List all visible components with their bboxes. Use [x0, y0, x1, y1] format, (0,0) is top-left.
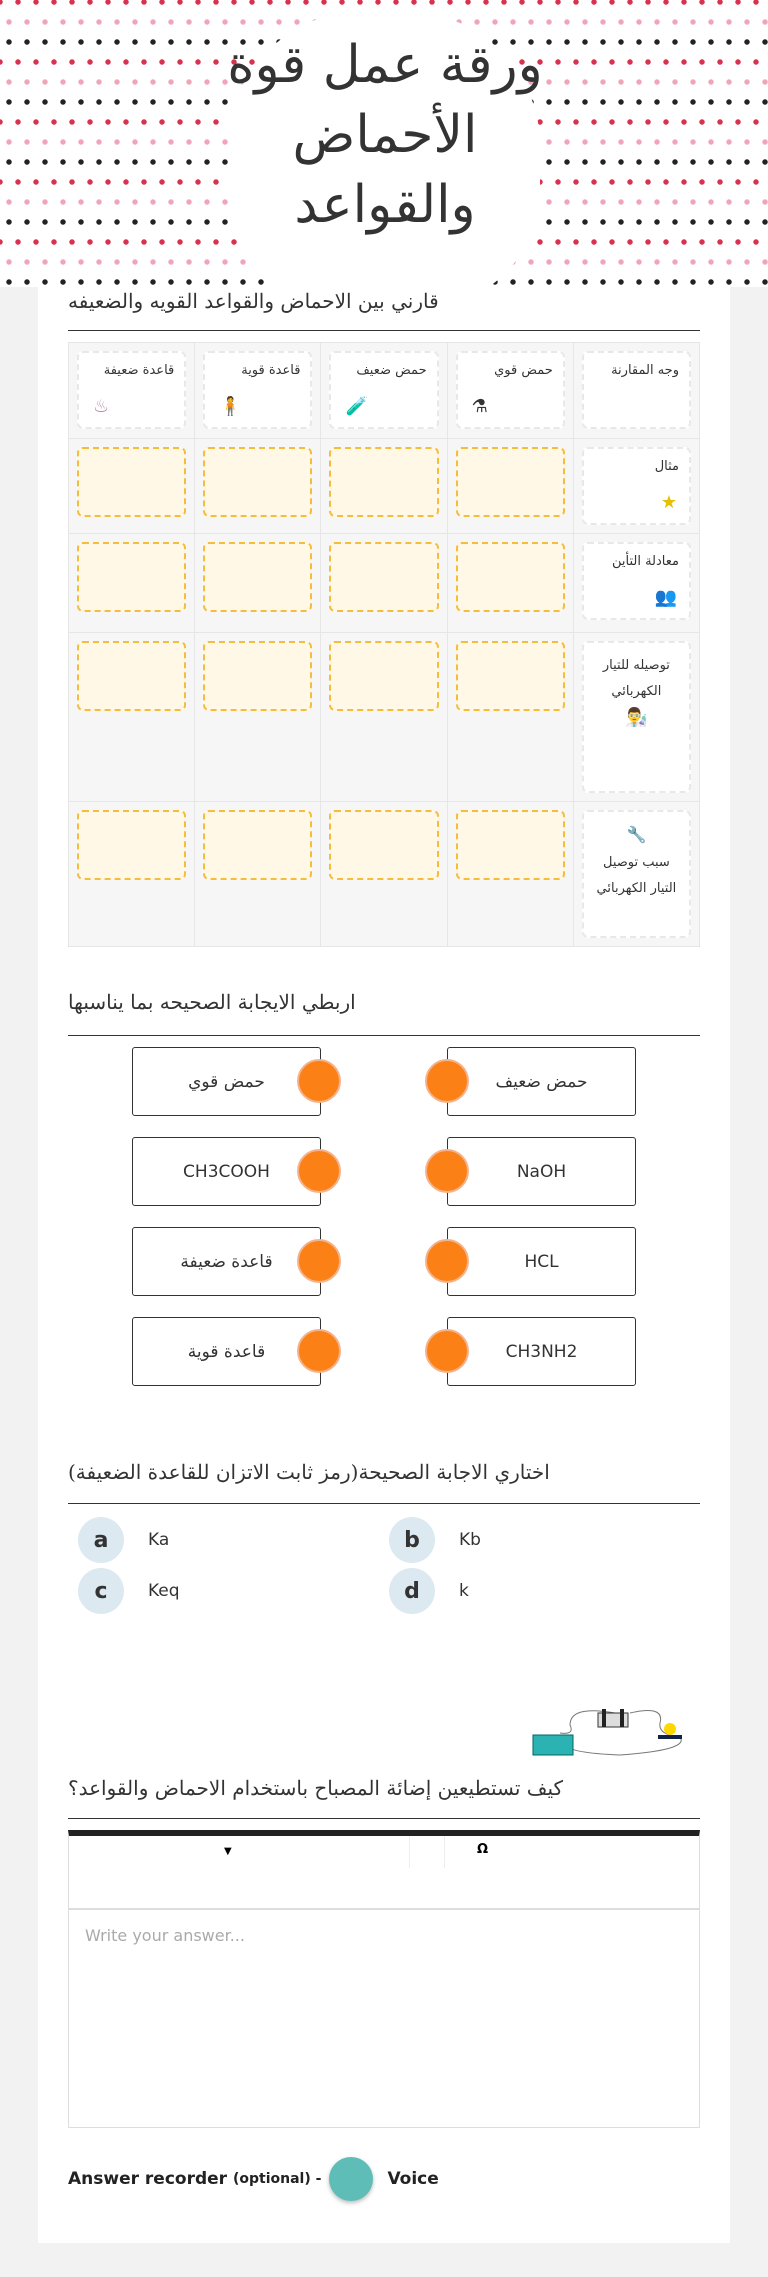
people-icon: 👥 — [654, 587, 677, 608]
section-heading — [68, 990, 700, 1014]
beaker-icon: ♨ — [93, 396, 110, 417]
connector-dot[interactable] — [425, 1149, 469, 1193]
match-text: HCL — [524, 1251, 559, 1272]
match-text: NaOH — [516, 1161, 567, 1182]
drop-zone[interactable] — [203, 810, 312, 880]
match-item-left[interactable] — [132, 1317, 321, 1386]
comparison-table — [68, 342, 700, 947]
row-header — [582, 542, 691, 620]
row-label: مثال — [654, 459, 679, 474]
drop-zone[interactable] — [329, 810, 438, 880]
option-b[interactable] — [389, 1517, 481, 1563]
flask-icon: ⚗ — [471, 396, 488, 417]
heading-text: قارني بين الاحماض والقواعد القويه والضعيفه — [68, 289, 439, 313]
column-header — [77, 351, 186, 429]
column-header — [203, 351, 312, 429]
star-icon: ★ — [660, 492, 677, 513]
test-tube-icon: 🧪 — [345, 396, 368, 417]
match-text: حمض ضعيف — [495, 1071, 588, 1092]
column-label: حمض ضعيف — [356, 363, 427, 378]
column-label: وجه المقارنة — [611, 363, 679, 378]
connector-dot[interactable] — [297, 1329, 341, 1373]
match-text: حمض قوي — [188, 1071, 265, 1092]
divider — [68, 1035, 700, 1036]
row-label: معادلة التأين — [611, 554, 679, 569]
connector-dot[interactable] — [297, 1059, 341, 1103]
row-label: سبب توصيل التيار الكهربائي — [596, 855, 677, 896]
drop-zone[interactable] — [329, 447, 438, 517]
column-header — [329, 351, 438, 429]
section-heading — [68, 1776, 700, 1800]
divider — [68, 1503, 700, 1504]
column-label: حمض قوي — [494, 363, 553, 378]
option-text: Keq — [148, 1581, 180, 1601]
toolbar-separator — [409, 1836, 410, 1868]
match-item-right[interactable] — [447, 1137, 636, 1206]
match-text: CH3COOH — [183, 1161, 270, 1182]
connector-dot[interactable] — [297, 1239, 341, 1283]
special-char-button[interactable]: Ω — [477, 1842, 489, 1857]
option-c[interactable] — [78, 1568, 180, 1614]
option-text: k — [459, 1581, 469, 1601]
match-item-left[interactable] — [132, 1047, 321, 1116]
drop-zone[interactable] — [203, 641, 312, 711]
option-d[interactable] — [389, 1568, 469, 1614]
drop-zone[interactable] — [456, 447, 565, 517]
table-row — [69, 802, 700, 947]
rich-text-editor — [68, 1830, 700, 2128]
drop-zone[interactable] — [456, 810, 565, 880]
connector-dot[interactable] — [425, 1239, 469, 1283]
record-button[interactable] — [329, 2157, 373, 2201]
drop-zone[interactable] — [456, 542, 565, 612]
worksheet-card — [38, 287, 730, 2243]
drop-zone[interactable] — [77, 542, 186, 612]
heading-text: كيف تستطيعين إضائة المصباح باستخدام الاحماض والقواعد؟ — [68, 1776, 564, 1800]
table-row — [69, 439, 700, 534]
option-text: Kb — [459, 1530, 481, 1550]
wrench-icon: 🔧 — [626, 825, 647, 844]
option-letter: d — [389, 1568, 435, 1614]
header-banner — [0, 0, 768, 287]
heading-text: اربطي الايجابة الصحيحه بما يناسبها — [68, 990, 356, 1014]
drop-zone[interactable] — [329, 641, 438, 711]
drop-zone[interactable] — [203, 447, 312, 517]
row-header — [582, 641, 691, 793]
scientist-icon: 👨‍🔬 — [625, 707, 648, 728]
circuit-diagram-image — [530, 1705, 690, 1760]
drop-zone[interactable] — [329, 542, 438, 612]
toolbar-separator — [444, 1836, 445, 1868]
divider — [68, 330, 700, 331]
drop-zone[interactable] — [203, 542, 312, 612]
drop-zone[interactable] — [77, 641, 186, 711]
section-heading — [68, 1460, 700, 1484]
figure-icon: 🧍 — [219, 396, 242, 417]
section-heading — [68, 289, 700, 313]
title-line: ورقة عمل قوة — [227, 35, 543, 95]
page-title — [200, 30, 570, 240]
table-row — [69, 534, 700, 633]
divider — [68, 1818, 700, 1819]
table-header-row — [69, 343, 700, 439]
table-row — [69, 633, 700, 802]
title-line: والقواعد — [294, 175, 476, 235]
option-a[interactable] — [78, 1517, 169, 1563]
title-line: الأحماض — [292, 105, 478, 165]
option-letter: a — [78, 1517, 124, 1563]
heading-text: اختاري الاجابة الصحيحة(رمز ثابت الاتزان للقاعدة الضعيفة) — [68, 1460, 550, 1484]
editor-toolbar — [69, 1836, 699, 1910]
row-header — [582, 447, 691, 525]
option-letter: c — [78, 1568, 124, 1614]
match-item-left[interactable] — [132, 1137, 321, 1206]
match-text: CH3NH2 — [505, 1341, 578, 1362]
recorder-optional: (optional) - — [232, 2171, 322, 2187]
answer-recorder — [68, 2157, 439, 2201]
drop-zone[interactable] — [456, 641, 565, 711]
row-label: توصيله للتيار الكهربائي — [602, 658, 670, 699]
column-header — [582, 351, 691, 429]
answer-placeholder: Write your answer... — [85, 1926, 245, 1945]
connector-dot[interactable] — [425, 1059, 469, 1103]
match-item-right[interactable] — [447, 1317, 636, 1386]
drop-zone[interactable] — [77, 447, 186, 517]
column-header — [456, 351, 565, 429]
match-text: قاعدة قوية — [187, 1341, 266, 1362]
connector-dot[interactable] — [297, 1149, 341, 1193]
option-text: Ka — [148, 1530, 170, 1550]
drop-zone[interactable] — [77, 810, 186, 880]
row-header — [582, 810, 691, 938]
match-item-left[interactable] — [132, 1227, 321, 1296]
option-letter: b — [389, 1517, 435, 1563]
answer-textarea[interactable] — [69, 1910, 699, 1961]
dropdown-caret-icon[interactable]: ▼ — [224, 1846, 232, 1857]
match-item-right[interactable] — [447, 1047, 636, 1116]
column-label: قاعدة قوية — [241, 363, 301, 378]
recorder-label: Answer recorder — [68, 2169, 228, 2189]
column-label: قاعدة ضعيفة — [103, 363, 175, 378]
match-item-right[interactable] — [447, 1227, 636, 1296]
voice-label: Voice — [387, 2169, 439, 2189]
match-text: قاعدة ضعيفة — [180, 1251, 273, 1272]
connector-dot[interactable] — [425, 1329, 469, 1373]
